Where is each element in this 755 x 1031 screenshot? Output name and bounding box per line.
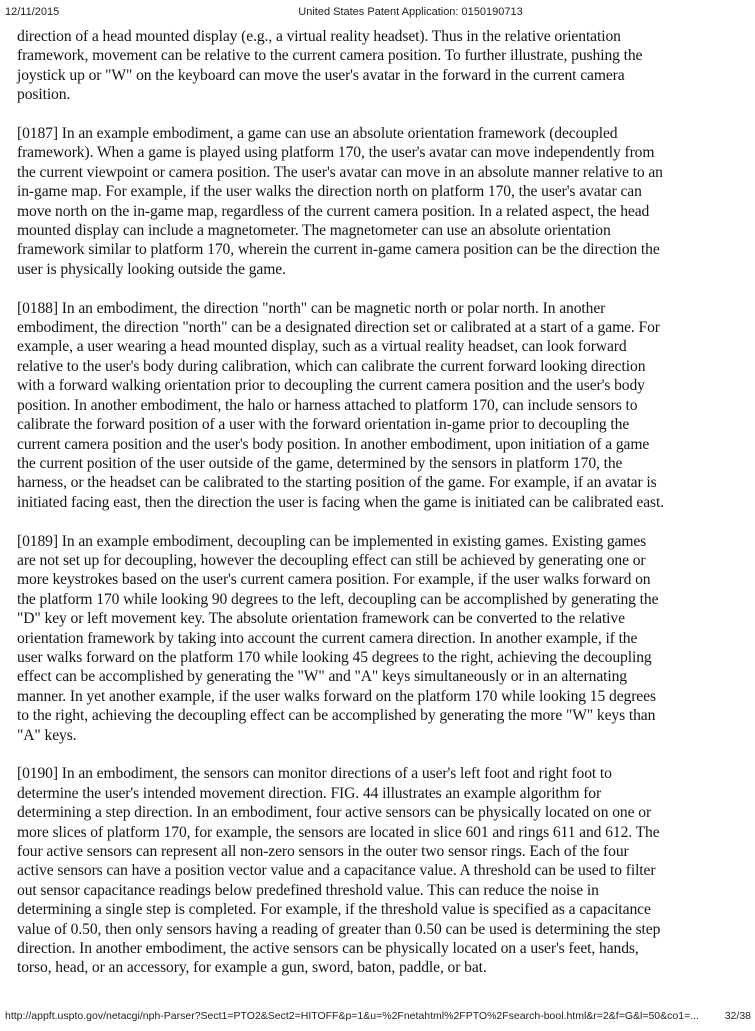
text-line: determining a step direction. In an embodiment, four active sensors can be physically located on one or xyxy=(17,804,652,822)
text-line: the platform 170 while looking 90 degrees to the left, decoupling can be accomplished by generating the xyxy=(17,590,659,608)
text-line: position. In another embodiment, the halo or harness attached to platform 170, can include sensors to xyxy=(17,396,638,414)
paragraph xyxy=(17,764,755,977)
paragraph xyxy=(17,299,755,512)
text-line: more keystrokes based on the user's current camera position. For example, if the user walks forward on xyxy=(17,571,651,589)
text-line: current camera position and the user's body position. In another embodiment, upon initiation of a game xyxy=(17,435,650,453)
text-line: user is physically looking outside the game. xyxy=(17,260,286,278)
text-line: mounted display can include a magnetometer. The magnetometer can use an absolute orientation xyxy=(17,222,611,240)
text-line: value of 0.50, then only sensors having a reading of greater than 0.50 can be used is determining the step xyxy=(17,920,661,938)
footer-url: http://appft.uspto.gov/netacgi/nph-Parser?Sect1=PTO2&Sect2=HITOFF&p=1&u=%2Fnetahtml%2FPTO%2Fsearch-bool.html&r=2&f=G&l=50&co1=... xyxy=(5,1010,699,1022)
text-line: four active sensors can represent all non-zero sensors in the outer two sensor rings. Each of the four xyxy=(17,843,629,860)
paragraph xyxy=(17,27,755,105)
text-line: calibrate the forward position of a user with the forward orientation in-game prior to decoupling the xyxy=(17,416,630,434)
text-line: direction of a head mounted display (e.g., a virtual reality headset). Thus in the relative orientation xyxy=(17,28,621,45)
text-line: out sensor capacitance readings below predefined threshold value. This can reduce the noise in xyxy=(17,881,599,899)
text-line: the current position of the user outside of the game, determined by the sensors in platform 170, the xyxy=(17,454,623,472)
text-line: move north on the in-game map, regardless of the current camera position. In a related aspect, the head xyxy=(17,202,650,220)
text-line: manner. In yet another example, if the user walks forward on the platform 170 while looking 15 degrees xyxy=(17,687,656,705)
text-line: determine the user's intended movement direction. FIG. 44 illustrates an example algorithm for xyxy=(17,784,602,802)
paragraph xyxy=(17,532,755,745)
text-line: are not set up for decoupling, however the decoupling effect can still be achieved by generating one or xyxy=(17,551,646,569)
text-line: "A" keys. xyxy=(17,726,77,744)
text-line: framework). When a game is played using platform 170, the user's avatar can move independently from xyxy=(17,144,655,162)
document-body xyxy=(17,27,755,997)
text-line: determining a single step is completed. For example, if the threshold value is specified as a capacitance xyxy=(17,901,651,919)
text-line: [0189] In an example embodiment, decoupling can be implemented in existing games. Existing games xyxy=(17,532,647,550)
text-line: example, a user wearing a head mounted display, such as a virtual reality headset, can look forward xyxy=(17,338,627,356)
text-line: orientation framework by taking into account the current camera direction. In another example, if the xyxy=(17,629,638,647)
text-line: framework similar to platform 170, wherein the current in-game camera position can be the direction the xyxy=(17,241,660,259)
header-title: United States Patent Application: 0150190713 xyxy=(298,6,523,18)
text-line: joystick up or "W" on the keyboard can move the user's avatar in the forward in the current camera xyxy=(17,66,625,84)
header-date: 12/11/2015 xyxy=(5,6,60,18)
text-line: effect can be accomplished by generating the "W" and "A" keys simultaneously or in an alternating xyxy=(17,668,628,686)
print-footer xyxy=(5,1010,751,1022)
text-line: initiated facing east, then the direction the user is facing when the game is initiated can be calibrated east. xyxy=(17,493,665,511)
text-line: torso, head, or an accessory, for example a gun, sword, baton, paddle, or bat. xyxy=(17,959,487,977)
footer-page-indicator: 32/38 xyxy=(724,1010,751,1022)
text-line: with a forward walking orientation prior to decoupling the current camera position and the user's body xyxy=(17,377,645,395)
text-line: harness, or the headset can be calibrated to the starting position of the game. For example, if an avatar is xyxy=(17,474,657,492)
text-line: [0187] In an example embodiment, a game can use an absolute orientation framework (decoupled xyxy=(17,125,618,143)
text-line: direction. In another embodiment, the active sensors can be physically located on a user's feet, hands, xyxy=(17,940,639,958)
text-line: user walks forward on the platform 170 while looking 45 degrees to the right, achieving the decoupling xyxy=(17,648,652,666)
text-line: [0190] In an embodiment, the sensors can monitor directions of a user's left foot and right foot to xyxy=(17,765,612,783)
text-line: active sensors can have a position vector value and a capacitance value. A threshold can be used to filter xyxy=(17,862,656,880)
text-line: more slices of platform 170, for example, the sensors are located in slice 601 and rings 611 and 612. The xyxy=(17,823,660,841)
text-line: [0188] In an embodiment, the direction "north" can be magnetic north or polar north. In another xyxy=(17,299,606,317)
text-line: embodiment, the direction "north" can be a designated direction set or calibrated at a start of a game. For xyxy=(17,319,660,337)
text-line: the current viewpoint or camera position. The user's avatar can move in an absolute manner relative to an xyxy=(17,163,663,181)
text-line: "D" key or left movement key. The absolute orientation framework can be converted to the relative xyxy=(17,610,625,628)
print-header xyxy=(5,6,750,20)
text-line: relative to the user's body during calibration, which can calibrate the current forward looking direction xyxy=(17,357,646,375)
text-line: in-game map. For example, if the user walks the direction north on platform 170, the user's avatar can xyxy=(17,183,642,201)
text-line: framework, movement can be relative to the current camera position. To further illustrate, pushing the xyxy=(17,47,643,65)
text-line: to the right, achieving the decoupling effect can be accomplished by generating the more "W" keys than xyxy=(17,707,656,725)
text-line: position. xyxy=(17,86,71,104)
paragraph xyxy=(17,124,755,279)
